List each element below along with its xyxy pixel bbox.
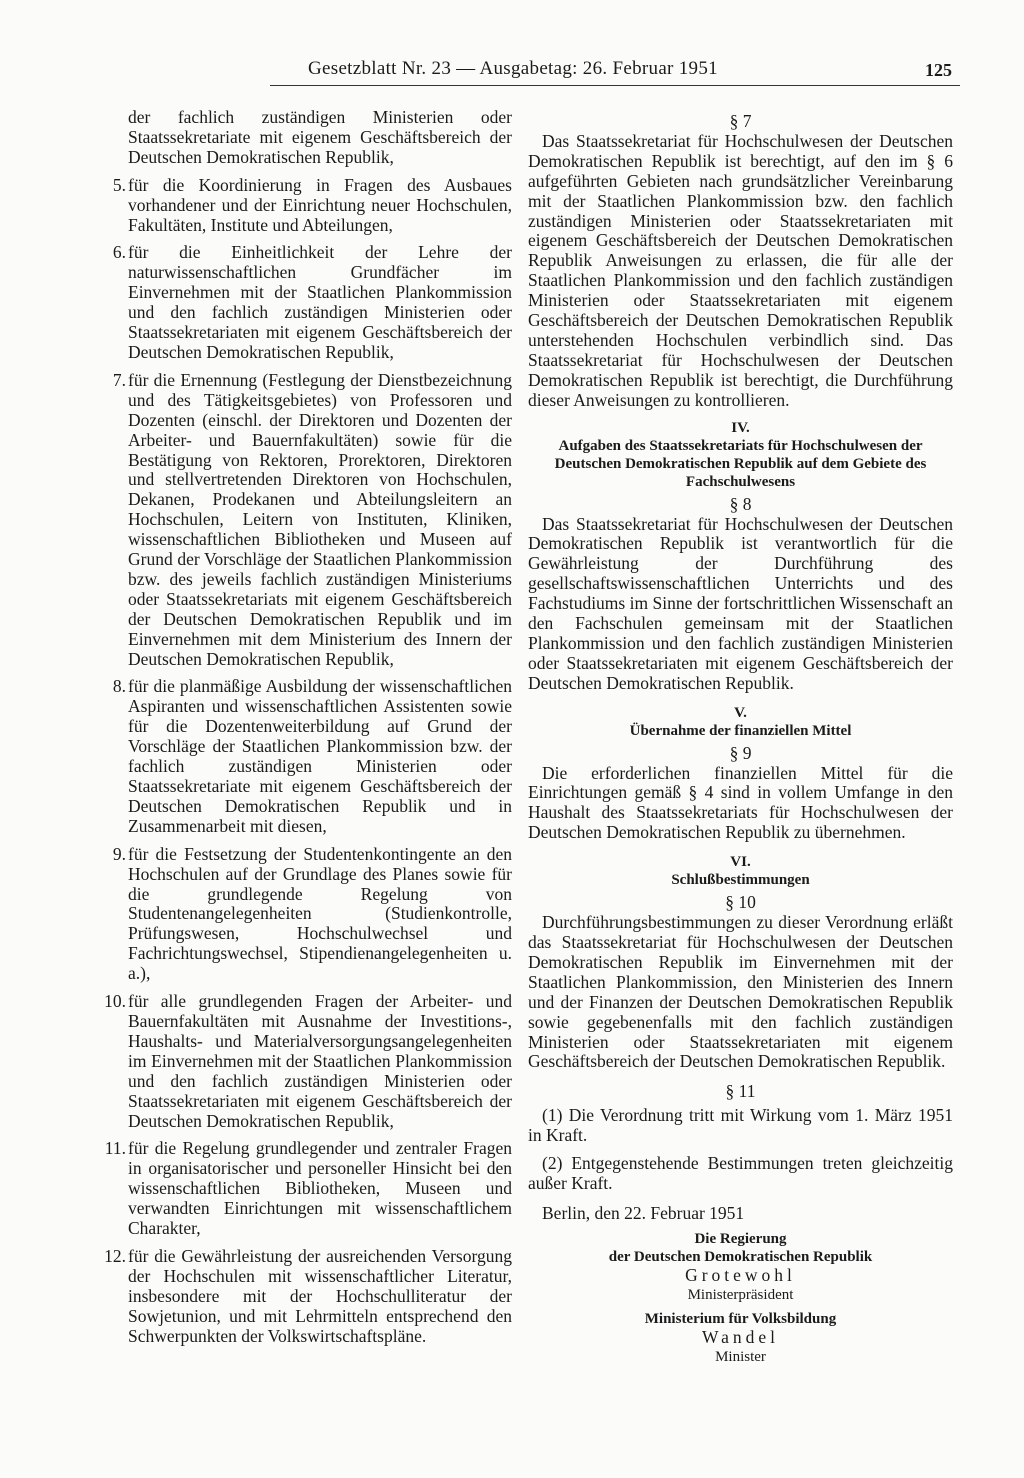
- paragraph-8-text: Das Staatssekretariat für Hochschulwesen der Deutschen Demokratischen Republik ist verantwortlich für die Gewährleistung der Durchführung des gesellschaftswissenschaftlichen Unterrichts und des Fachstudiums im Sinne der fortschrittlichen Wissenschaft an den Fachschulen gemeinsam mit der Staatlichen Plankommission und den fachlich zuständigen Ministerien oder Staatssekretariaten mit eigenem Geschäftsbereich der Deutschen Demokratischen Republik.: [528, 513, 953, 693]
- list-item: [98, 845, 512, 984]
- list-item: [98, 1139, 512, 1239]
- paragraph-11-heading: § 11: [725, 1081, 756, 1102]
- item-text: für alle grundlegenden Fragen der Arbeiter- und Bauernfakultäten mit Ausnahme der Investitions-, Haushalts- und Materialversorgungsangelegenheiten im Einvernehmen mit der Staatlichen Plankommission und den fachlich zuständigen Ministerien oder Staatssekretariaten mit eigenem Geschäftsbereich der Deutschen Demokratischen Republik,: [128, 991, 512, 1131]
- item-text: für die Koordinierung in Fragen des Ausbaues vorhandener und der Einrichtung neuer Hochschulen, Fakultäten, Institute und Abteilungen,: [128, 174, 512, 235]
- item-text: für die Ernennung (Festlegung der Dienstbezeichnung und des Tätigkeitsgebietes) von Professoren und Dozenten (einschl. der Direktoren und Dozenten der Arbeiter- und Bauernfakultäten) sowie für die Bestätigung von Rektoren, Prorektoren, Direktoren und stellvertretenden Direktoren von Hochschulen, Dekanen, Prodekanen und Abteilungsleitern an Hochschulen, Leitern von Instituten, Kliniken, wissenschaftlichen Bibliotheken und Museen auf Grund der Vorschläge der Staatlichen Plankommission bzw. des jeweils fachlich zuständigen Ministeriums oder Staatssekretariats mit eigenem Geschäftsbereich der Deutschen Demokratischen Republik und im Einvernehmen mit dem Ministerium des Innern der Deutschen Demokratischen Republik,: [128, 369, 512, 669]
- item-number: 6.: [112, 242, 126, 263]
- place-date: Berlin, den 22. Februar 1951: [542, 1202, 745, 1223]
- section-iv-title: Aufgaben des Staatssekretariats für Hochschulwesen der Deutschen Demokratischen Republik auf dem Gebiete des Fachschulwesens: [554, 437, 927, 490]
- item-number: 10.: [104, 991, 126, 1012]
- item-text: für die Regelung grundlegender und zentraler Fragen in organisatorischer und personeller Hinsicht bei den wissenschaftlichen Bibliotheken, Museen und verwandten Einrichtungen mit wissenschaftlichem Charakter,: [128, 1138, 512, 1239]
- list-item: [98, 1247, 512, 1347]
- paragraph-11-abs2: (2) Entgegenstehende Bestimmungen treten gleichzeitig außer Kraft.: [528, 1153, 953, 1193]
- item-text: für die Einheitlichkeit der Lehre der naturwissenschaftlichen Grundfächer im Einvernehmen mit der Staatlichen Plankommission und den fachlich zuständigen Ministerien oder Staatssekretariaten mit eigenem Geschäftsbereich der Deutschen Demokratischen Republik,: [128, 242, 512, 362]
- item-number: 12.: [104, 1245, 126, 1266]
- paragraph-8-heading: § 8: [729, 493, 752, 514]
- paragraph-9-text: Die erforderlichen finanziellen Mittel für die Einrichtungen gemäß § 4 sind in vollem Umfange in den Haushalt des Staatssekretariats für Hochschulwesen der Deutschen Demokratischen Republik zu übernehmen.: [528, 762, 953, 843]
- signature-government-line1: Die Regierung: [694, 1230, 787, 1247]
- section-v-title: Übernahme der finanziellen Mittel: [629, 722, 852, 739]
- item-number: 11.: [104, 1138, 126, 1159]
- list-item: [98, 371, 512, 670]
- paragraph-9-heading: § 9: [729, 742, 752, 763]
- signature-role-ministerpraesident: Ministerpräsident: [687, 1286, 794, 1303]
- item-number: 5.: [112, 174, 126, 195]
- signature-role-minister: Minister: [715, 1348, 766, 1365]
- item-number: 8.: [112, 676, 126, 697]
- section-vi-number: VI.: [730, 854, 751, 871]
- paragraph-10-text: Durchführungsbestimmungen zu dieser Verordnung erläßt das Staatssekretariat für Hochschulwesen der Deutschen Demokratischen Republik im Einvernehmen mit der Staatlichen Plankommission, den Ministerien des Innern und der Finanzen der Deutschen Demokratischen Republik sowie gegebenenfalls mit den fachlich zuständigen Ministerien oder Staatssekretariaten mit eigenem Geschäftsbereich der Deutschen Demokratischen Republik.: [528, 912, 953, 1072]
- signature-government-line2: der Deutschen Demokratischen Republik: [608, 1248, 873, 1265]
- item-text: für die Gewährleistung der ausreichenden Versorgung der Hochschulen mit wissenschaftlicher Literatur, insbesondere mit der Hochschulliteratur der Sowjetunion, und mit Lehrmitteln entsprechend den Schwerpunkten der Volkswirtschaftspläne.: [128, 1245, 512, 1346]
- paragraph-11-abs1: (1) Die Verordnung tritt mit Wirkung vom 1. März 1951 in Kraft.: [528, 1105, 953, 1146]
- section-v-number: V.: [734, 704, 747, 721]
- page-number: 125: [925, 60, 952, 80]
- header-title: Gesetzblatt Nr. 23 — Ausgabetag: 26. Februar 1951: [308, 58, 718, 79]
- left-column: [98, 108, 512, 1346]
- right-column: [528, 112, 953, 1367]
- paragraph-7-text: Das Staatssekretariat für Hochschulwesen der Deutschen Demokratischen Republik ist berechtigt, auf den im § 6 aufgeführten Gebieten nach grundsätzlicher Vereinbarung mit der Staatlichen Plankommission bzw. den fachlich zuständigen Ministerien oder Staatssekretariaten mit eigenem Geschäftsbereich der Deutschen Demokratischen Republik Anweisungen zu erlassen, die für alle der Staatlichen Plankommission und den fachlich zuständigen Ministerien oder Staatssekretariaten mit eigenem Geschäftsbereich der Deutschen Demokratischen Republik unterstehenden Hochschulen verbindlich sind. Das Staatssekretariat für Hochschulwesen der Deutschen Demokratischen Republik ist berechtigt, die Durchführung dieser Anweisungen zu kontrollieren.: [528, 130, 953, 410]
- list-item: [98, 677, 512, 836]
- item-text: für die Festsetzung der Studentenkontingente an den Hochschulen auf der Grundlage des Planes sowie für die grundlegende Regelung von Studentenangelegenheiten (Studienkontrolle, Prüfungswesen, Hochschulwechsel und Fachrichtungswechsel, Stipendienangelegenheiten u. a.),: [128, 843, 512, 984]
- item-number: 7.: [112, 369, 126, 390]
- page-header: [268, 58, 968, 86]
- signature-name-grotewohl: Grotewohl: [685, 1264, 796, 1285]
- section-vi-title: Schlußbestimmungen: [671, 872, 810, 889]
- paragraph-10-heading: § 10: [725, 892, 756, 913]
- signature-name-wandel: Wandel: [701, 1326, 779, 1347]
- list-item: [98, 176, 512, 236]
- list-item: [98, 243, 512, 362]
- list-item: [98, 992, 512, 1131]
- header-rule: [270, 85, 960, 86]
- item-text: für die planmäßige Ausbildung der wissenschaftlichen Aspiranten und wissenschaftlichen Assistenten sowie für die Dozentenweiterbildung auf Grund der Vorschläge der Staatlichen Plankommission bzw. der fachlich zuständigen Ministerien oder Staatssekretariate mit eigenem Geschäftsbereich der Deutschen Demokratischen Republik und in Zusammenarbeit mit diesen,: [128, 676, 512, 836]
- continuation-text: der fachlich zuständigen Ministerien oder Staatssekretariate mit eigenem Geschäftsbereich der Deutschen Demokratischen Republik,: [128, 107, 512, 167]
- signature-ministry: Ministerium für Volksbildung: [644, 1310, 837, 1327]
- item-number: 9.: [112, 843, 126, 864]
- paragraph-7-heading: § 7: [729, 111, 752, 131]
- section-iv-number: IV.: [731, 419, 750, 436]
